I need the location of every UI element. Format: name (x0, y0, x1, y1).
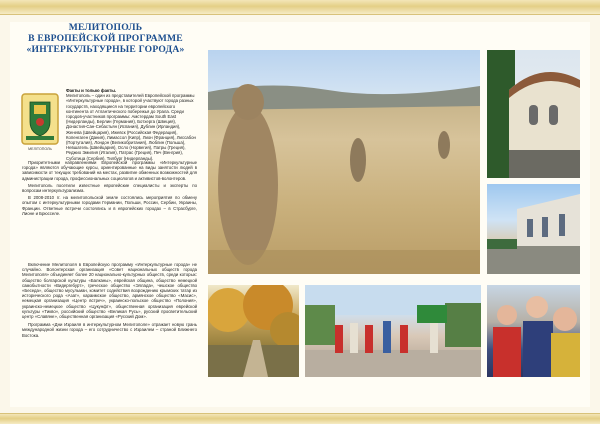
body-text-block (22, 160, 197, 218)
autumn-park-image (208, 285, 299, 377)
station-street-image (487, 184, 580, 274)
title-line-2: В ЕВРОПЕЙСКОЙ ПРОГРАММЕ (28, 33, 183, 44)
city-crest-icon (20, 92, 60, 146)
stone-statue-photo (208, 50, 480, 274)
title-line-1: МЕЛИТОПОЛЬ (68, 22, 143, 33)
body2-paragraph-1: Включение Мелитополя в Европейскую программу «Интеркультурные города» не случайно. Волонтерская организация «Совет национальных обществ города Мелитополя» объединяет более 20 национально-культурных обществ, среди которых: общество болгарской культуры «Балканы», еврейская община, общество немецкой самобытности «Видергебурт», греческое общество «Эллада», чешское общество «Беседа», общество мусульман, комитет содействия возрождению крымских татар из исторического рода «Азат», караимское общество, армянское общество «Масис», немецкая организация «Центр встреч», украинско-польское общество «Полония», украинско-немецкое общество «Цукунфт», общественная организация еврейской культуры «Тикво», российский общество «Великая Русь», русский просветительский центр «Славяне», общественная организация «Русский Дом». (22, 262, 197, 320)
intro-text: Мелитополь – один из представителей Европейской программы «Интеркультурные города», в которой участвуют города разных государств, находящиеся на территории европейского континента от Атлантического побережья до Урала. Среди городов-участников программы: Амстердам South East (Нидерланды), Берлин (Германия), Ботхерга (Швеция), Донастия-Сан-Себастьян (Испания), Дублин (Ирландия), Женева (Швейцария), Ижевск (Российская Федерация), Копенгаген (Дания), Лимассол (Кипр), Лион (Франция), Лиссабон (Португалия), Лондон (Великобритания), Люблин (Польша), Невшатель (Швейцария), Осло (Норвегия), Патры (Греция), Реджио Эмилия (Италия), Патрас (Греция), Печ (Венгрия), Суботица (Сербия), Тилбург (Нидерланды). (66, 93, 196, 161)
parade-photo (305, 285, 481, 377)
top-gold-frame (0, 0, 600, 15)
parade-image (305, 285, 481, 377)
title-line-3: «ИНТЕРКУЛЬТУРНЫЕ ГОРОДА» (26, 44, 185, 55)
page-title (14, 22, 197, 55)
autumn-park-photo (208, 285, 299, 377)
stone-statue-image (208, 50, 480, 274)
body-paragraph-2: Мелитополь посетили известные европейские специалисты и эксперты по вопросам интеркультурализма. (22, 182, 197, 194)
intro-heading: Факты и только факты. (66, 88, 117, 93)
crest-caption: МЕЛІТОПОЛЬ (28, 147, 52, 151)
intro-block (66, 88, 197, 161)
children-photo (487, 285, 580, 377)
church-image (487, 50, 580, 178)
church-photo (487, 50, 580, 178)
body-paragraph-1: Приоритетными направлениями Европейской программы «Интеркультурные города» являются обучающие курсы, ориентированные на виды занятости людей в зависимости от текущих требований на местах, развитие обменных возможностей для администрации города, профессиональных социологов и активистов-волонтеров. (22, 160, 197, 181)
body2-paragraph-2: Программа «Дни Израиля в интеркультурном Мелитополе» отражает новую грань международной жизни города – его сотрудничество с Израилем – страной Ближнего Востока. (22, 322, 197, 338)
children-image (487, 285, 580, 377)
body-paragraph-3: В 2008-2010 гг. на мелитопольской земле состоялись мероприятия по обмену опытом с интеркультурными городами Германии, Польши, России, Сербии, Украины, Франции. Ответные встречи состоялись и в европейских городах – в Страсбурге, Лионе и Брюсселе. (22, 195, 197, 216)
bottom-gold-frame (0, 413, 600, 424)
body-text-block-2 (22, 262, 197, 341)
station-street-photo (487, 184, 580, 274)
